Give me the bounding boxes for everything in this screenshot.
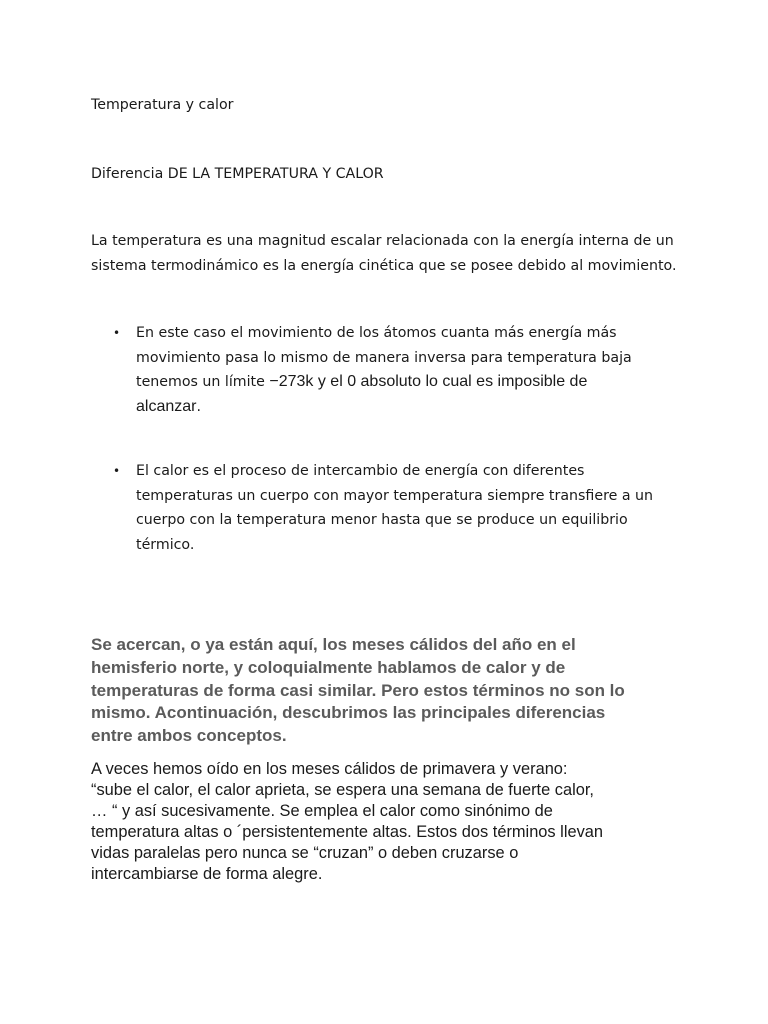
list-item-line: cuerpo con la temperatura menor hasta que se produce un equilibrio: [136, 512, 628, 528]
paragraph-line: … “ y así sucesivamente. Se emplea el calor como sinónimo de: [91, 802, 553, 820]
intro-line: La temperatura es una magnitud escalar relacionada con la energía interna de un: [91, 233, 674, 249]
body-paragraph: [91, 759, 691, 885]
list-item: [113, 459, 673, 557]
bullet-icon: •: [113, 464, 121, 478]
document-title: Temperatura y calor: [91, 97, 234, 113]
lead-line: temperaturas de forma casi similar. Pero estos términos no son lo: [91, 680, 625, 700]
lead-paragraph: [91, 634, 691, 748]
lead-line: mismo. Acontinuación, descubrimos las principales diferencias: [91, 703, 606, 723]
paragraph-line: temperatura altas o ´persistentemente altas. Estos dos términos llevan: [91, 823, 603, 841]
paragraph-line: “sube el calor, el calor aprieta, se espera una semana de fuerte calor,: [91, 781, 594, 799]
paragraph-line: vidas paralelas pero nunca se “cruzan” o deben cruzarse o: [91, 844, 519, 862]
intro-paragraph: [91, 229, 691, 278]
lead-line: Se acercan, o ya están aquí, los meses cálidos del año en el: [91, 635, 576, 654]
paragraph-line: A veces hemos oído en los meses cálidos de primavera y verano:: [91, 760, 568, 778]
list-item-line: movimiento pasa lo mismo de manera inversa para temperatura baja: [136, 349, 632, 366]
list-item: [113, 321, 673, 419]
list-item-line: En este caso el movimiento de los átomos cuanta más energía más: [136, 325, 617, 341]
list-item-line: temperaturas un cuerpo con mayor temperatura siempre transfiere a un: [136, 487, 654, 504]
list-item-line: térmico.: [136, 536, 195, 553]
list-item-text: [136, 321, 632, 419]
lead-line: hemisferio norte, y coloquialmente hablamos de calor y de: [91, 657, 566, 677]
list-item-text: [136, 459, 653, 557]
list-item-line: .: [196, 398, 201, 415]
bullet-icon: •: [113, 326, 121, 340]
list-item-line: −273k y el 0 absoluto lo cual es imposible de: [269, 373, 588, 390]
list-item-line: El calor es el proceso de intercambio de energía con diferentes: [136, 463, 585, 479]
document-subtitle: Diferencia DE LA TEMPERATURA Y CALOR: [91, 166, 384, 182]
lead-line: entre ambos conceptos.: [91, 726, 287, 746]
list-item-line: tenemos un límite: [136, 374, 270, 390]
intro-line: sistema termodinámico es la energía cinética que se posee debido al movimiento.: [91, 257, 677, 274]
paragraph-line: intercambiarse de forma alegre.: [91, 865, 323, 883]
list-item-line: alcanzar: [136, 397, 197, 415]
